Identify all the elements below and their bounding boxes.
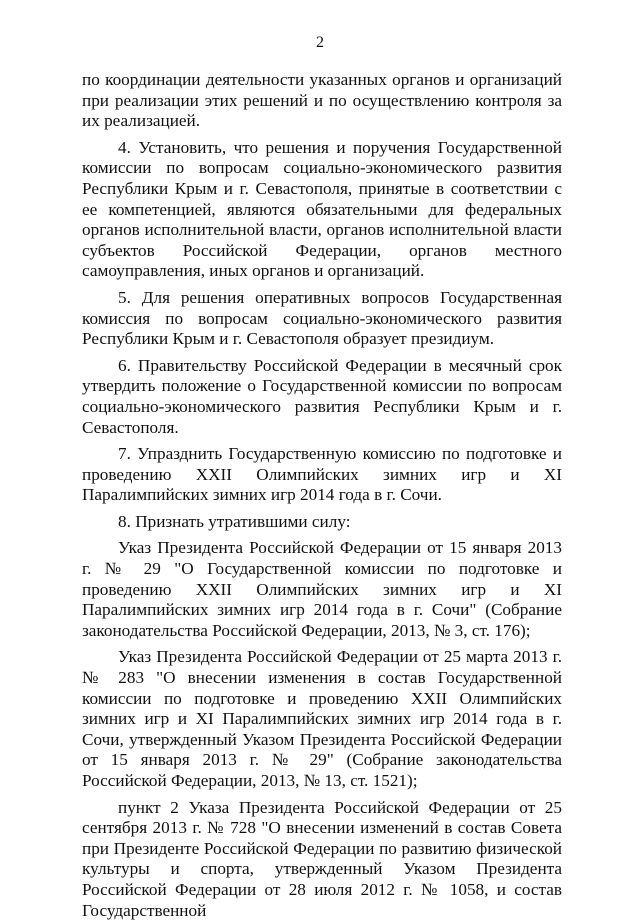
paragraph-item-4: 4. Установить, что решения и поручения Государственной комиссии по вопросам социально-экономического развития Республики Крым и г. Севастополя, принятые в соответствии с ее компетенцией, являются обязательными для федеральных органов исполнительной власти, органов исполнительной власти субъектов Российской Федерации, органов местного самоуправления, иных органов и организаций. xyxy=(82,137,562,281)
paragraph-item-6: 6. Правительству Российской Федерации в месячный срок утвердить положение о Государственной комиссии по вопросам социально-экономического развития Республики Крым и г. Севастополя. xyxy=(82,355,562,437)
paragraph-item-8: 8. Признать утратившими силу: xyxy=(118,511,351,531)
paragraph-item-7: 7. Упразднить Государственную комиссию по подготовке и проведению XXII Олимпийских зимних игр и XI Паралимпийских зимних игр 2014 года в г. Сочи. xyxy=(82,444,562,505)
paragraph-item-5: 5. Для решения оперативных вопросов Государственная комиссия по вопросам социально-экономического развития Республики Крым и г. Севастополя образует президиум. xyxy=(82,287,562,349)
page-number: 2 xyxy=(316,34,324,51)
document-body xyxy=(82,70,562,921)
paragraph-continuation: по координации деятельности указанных органов и организаций при реализации этих решений и по осуществлению контроля за их реализацией. xyxy=(82,70,562,131)
repealed-decree-283: Указ Президента Российской Федерации от 25 марта 2013 г. № 283 "О внесении изменения в состав Государственной комиссии по подготовке и проведению XXII Олимпийских зимних игр и XI Паралимпийских зимних игр 2014 года в г. Сочи, утвержденный Указом Президента Российской Федерации от 15 января 2013 г. № 29" (Собрание законодательства Российской Федерации, 2013, № 13, ст. 1521); xyxy=(82,647,562,790)
repealed-decree-728-clause: пункт 2 Указа Президента Российской Федерации от 25 сентября 2013 г. № 728 "О внесении изменений в состав Совета при Президенте Российской Федерации по развитию физической культуры и спорта, утвержденный Указом Президента Российской Федерации от 28 июля 2012 г. № 1058, и состав Государственной xyxy=(82,797,562,920)
repealed-decree-29: Указ Президента Российской Федерации от 15 января 2013 г. № 29 "О Государственной комиссии по подготовке и проведению XXII Олимпийских зимних игр и XI Паралимпийских зимних игр 2014 года в г. Сочи" (Собрание законодательства Российской Федерации, 2013, № 3, ст. 176); xyxy=(82,538,562,640)
